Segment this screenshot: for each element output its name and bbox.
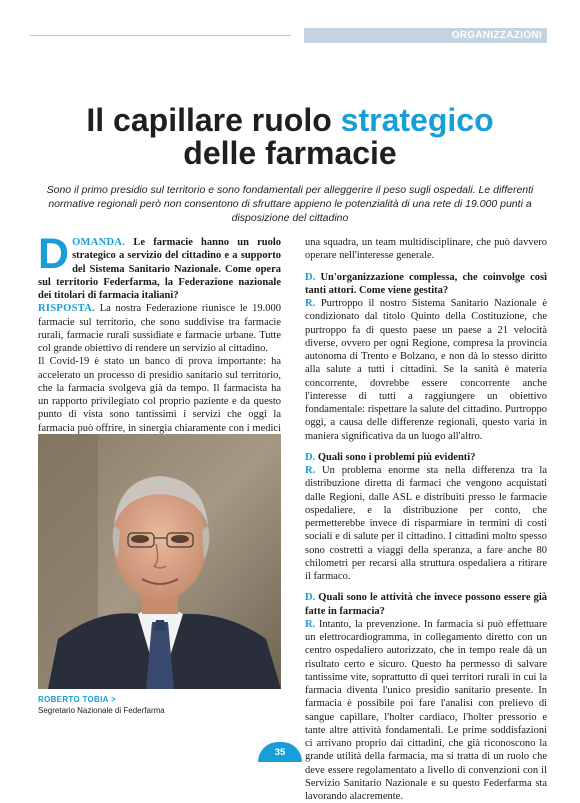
question-letter: D.: [305, 271, 316, 283]
portrait-photo: [38, 434, 281, 689]
headline-line2: delle farmacie: [183, 135, 397, 171]
answer-text: La nostra Federazione riunisce le 19.000 farmacie sul territorio, che sono suddivise tra farmacie rurali, farmacie rurali sussidiate e farmacie urbane. Tutte col grande obiettivo di rendere un servizio al cittadino.: [38, 303, 281, 354]
text-column-left: [38, 230, 281, 461]
intro-question: [38, 230, 281, 302]
question-3: D. Quali sono i problemi più evidenti?: [305, 451, 476, 463]
article-subtitle: Sono il primo presidio sul territorio e sono fondamentali per alleggerire il peso sugli ospedali. Le differenti normative regionali però non consentono di sfruttare appieno le potenzialità di una rete di 19.000 punti a disposizione del cittadino: [46, 184, 534, 224]
article-headline: [20, 104, 560, 170]
question-4: D. Quali sono le attività che invece possono essere già fatte in farmacia?: [305, 592, 547, 617]
question-2: D. Un'organizzazione complessa, che coinvolge così tanti attori. Come viene gestita?: [305, 271, 547, 296]
photo-caption-role: Segretario Nazionale di Federfarma: [38, 706, 165, 715]
question-letter: D.: [305, 592, 316, 604]
answer-3: R. Un problema enorme sta nella differenza tra la distribuzione diretta di farmaci che vengono acquistati dalle Regioni, dalle ASL e distribuiti presso le farmacie ospedaliere, e la distribuzione per conto, che permetterebbe invece di risparmiare in termini di costi sociali e di salute per il cittadino. I cittadini molto spesso sono costretti a viaggi della speranza, a fare anche 80 chilometri per recarsi alla struttura ospedaliera a ritirare il farmaco.: [305, 465, 547, 582]
headline-part1: Il capillare ruolo: [86, 102, 341, 138]
intro-answer: [38, 302, 281, 355]
answer-2: R. Purtroppo il nostro Sistema Sanitario Nazionale è condizionato dal titolo Quinto della Costituzione, che purtroppo fa di questo paese un paese a 21 velocità diverse, ovvero per ogni Regione, compresa la provincia autonoma di Trento e Bolzano, e non dà lo stesso diritto alla salute a tutti i cittadini. Se la sanità è materia concorrente, dovrebbe essere concorrente anche l'interesse di tutti a raggiungere un obiettivo fondamentale: rispettare la salute del cittadino. Purtroppo oggi, a causa delle differenze regionali, questo varia in maniera significativa da un luogo all'altro.: [305, 298, 547, 442]
text-column-right: [305, 236, 547, 803]
portrait-image: [38, 434, 281, 689]
question-text: Le farmacie hanno un ruolo strategico a servizio del cittadino e a supporto del Sistema Sanitario Nazionale. Come opera sul territorio Federfarma, la Federazione nazionale dei titolari di farmacia italiani?: [38, 237, 281, 301]
section-tag: ORGANIZZAZIONI: [304, 28, 547, 43]
answer-letter: R.: [305, 465, 316, 476]
section-rule: [30, 35, 291, 36]
answer-continuation: una squadra, un team multidisciplinare, che può davvero operare nell'interesse generale.: [305, 237, 547, 262]
headline-accent: strategico: [340, 102, 494, 138]
intro-answer-continued: Il Covid-19 è stato un banco di prova importante: ha accelerato un processo di presidio sanitario sul territorio, che la farmacia svolgeva già da tempo. Il farmacista ha un rapporto privilegiato col proprio paziente e da questo punto di vista sono tantissimi i servizi che oggi la farmacia può offrire, in sinergia chiaramente con i medici: [38, 356, 281, 434]
photo-caption-name: ROBERTO TOBIA >: [38, 695, 116, 704]
answer-letter: R.: [305, 298, 316, 309]
answer-4: R. Intanto, la prevenzione. In farmacia si può effettuare un elettrocardiogramma, in collegamento diretto con un centro ospedaliero autorizzato, che in tempo reale dà un risultato certo e sicuro. Questo ha permesso di salvare tantissime vite, soprattutto di quei territori rurali in cui la farmacia diventa l'unico presidio sanitario presente. In farmacia è possibile poi fare l'analisi con prelievo di sangue capillare, l'holter cardiaco, l'holter pressorio e tante altre attività fondamentali. Le prime soddisfazioni ci arrivano proprio dai cittadini, che già riconoscono la grande utilità della farmacia, ma si tratta di un ruolo che deve essere regolamentato a livello di convenzioni con il Servizio Sanitario Nazionale e su questo Federfarma sta lavorando alacremente.: [305, 618, 547, 802]
answer-letter: R.: [305, 618, 316, 630]
question-label: OMANDA.: [72, 237, 126, 248]
page-number: 35: [258, 742, 302, 762]
drop-cap: D: [38, 230, 70, 278]
section-header: [0, 28, 547, 43]
question-letter: D.: [305, 451, 316, 463]
answer-label: RISPOSTA.: [38, 303, 96, 315]
